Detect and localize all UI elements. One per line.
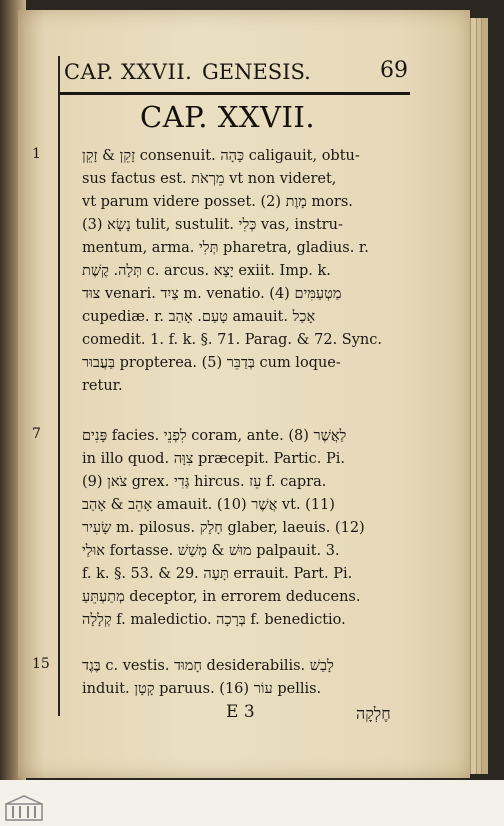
text-line: אוּלַי fortasse. מוּשׁ & מָשַׁשׁ palpauit. 3.	[82, 543, 340, 559]
text-line: (9) צֹאן grex. גְּדִי hircus. עֵז f. capra.	[82, 474, 327, 490]
text-line: זָקֵן & זָקֵן consenuit. כָּהָה caligauit, obtu-	[82, 148, 360, 164]
verse-number: 1	[32, 146, 41, 162]
verse-number: 7	[32, 426, 41, 442]
text-line: פָּנִים facies. לִפְנֵי coram, ante. (8) לַאֲשֶׁר	[82, 428, 347, 444]
text-line: תְּלָה. קֶשֶׁת c. arcus. יָצָא exiit. Imp. k.	[82, 263, 331, 279]
chapter-title: CAP. XXVII.	[140, 100, 316, 134]
verse-number: 15	[32, 656, 50, 672]
text-line: f. k. §. 53. & 29. תָּעָה errauit. Part. Pi.	[82, 566, 353, 582]
text-line: vt parum videre posset. (2) מָוֶת mors.	[82, 194, 353, 210]
text-line: sus factus est. מֵרְאֹת vt non videret,	[82, 171, 337, 187]
text-line: in illo quod. צִוָּה præcepit. Partic. Pi.	[82, 451, 345, 467]
margin-rule	[58, 56, 60, 716]
running-header	[50, 56, 420, 96]
header-rule	[58, 92, 410, 95]
text-line: צוּד venari. צַיִד m. venatio. (4) מַטְעַמִּים	[82, 286, 342, 302]
catchword: חֶלְקָה	[356, 704, 391, 723]
text-line: comedit. 1. f. k. §. 71. Parag. & 72. Sync.	[82, 332, 383, 348]
library-logo-icon	[4, 794, 44, 822]
text-line: קְלָלָה f. maledictio. בְּרָכָה f. benedictio.	[82, 612, 346, 628]
header-book: GENESIS.	[202, 60, 311, 84]
text-line: מְתַעְתֵּעַ deceptor, in errorem deducens.	[82, 589, 361, 605]
text-line: cupediæ. r. טָעַם. אָהַב amauit. אָכַל	[82, 309, 316, 325]
text-line: בַּעֲבוּר propterea. (5) בְּדַבֵּר cum loque-	[82, 355, 341, 371]
page-number: 69	[380, 58, 408, 83]
text-line: induit. קָטָן paruus. (16) עוֹר pellis.	[82, 681, 322, 697]
viewer-footer	[0, 780, 504, 826]
text-line: (3) נָשָׂא tulit, sustulit. כְּלִי vas, instru-	[82, 217, 343, 233]
text-line: שָׂעִיר m. pilosus. חָלָק glaber, laeuis. (12)	[82, 520, 365, 536]
text-line: retur.	[82, 378, 123, 394]
text-line: בֶּגֶד c. vestis. חָמוּד desiderabilis. לָבַשׁ	[82, 658, 334, 674]
text-line: אָהֵב & אָהַב amauit. (10) אֲשֶׁר vt. (11)	[82, 497, 335, 513]
text-line: mentum, arma. תְּלִי pharetra, gladius. r.	[82, 240, 369, 256]
signature-mark: E 3	[226, 702, 255, 722]
page-edge	[481, 18, 488, 774]
header-chapter: CAP. XXVII.	[64, 60, 193, 84]
